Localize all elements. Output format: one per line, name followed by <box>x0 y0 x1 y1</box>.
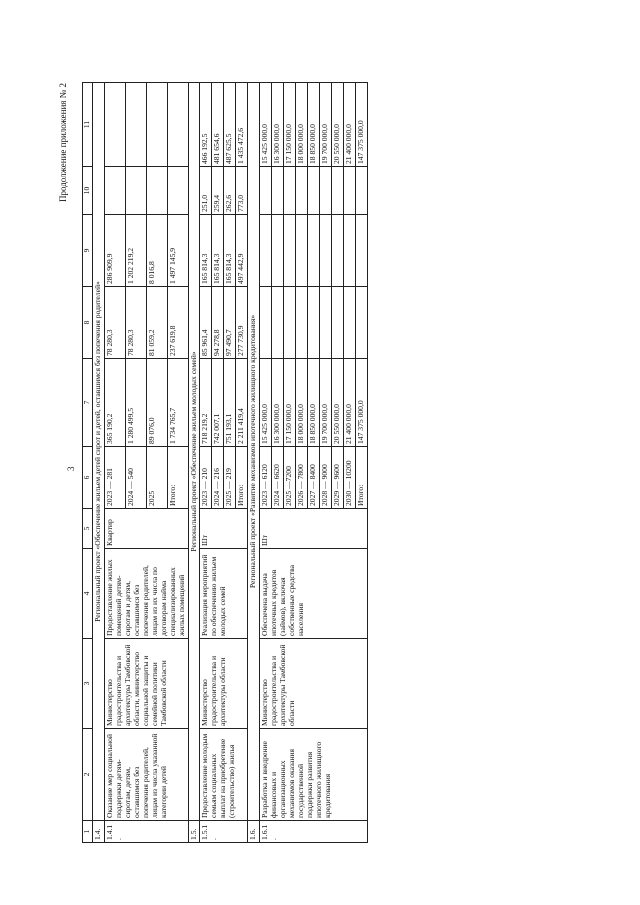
column-number: 9 <box>83 215 93 287</box>
regional-cell <box>355 215 367 287</box>
regional-cell <box>296 215 308 287</box>
total-cell: 2 211 419,4 <box>236 359 248 447</box>
local-cell <box>104 167 125 215</box>
event-name: Разработка и внедрение финансовых и организационных механизмов оказания государственной поддержки развития ипотечного жилищного кредитования <box>260 729 368 821</box>
total-label: Итого: <box>355 447 367 509</box>
total-cell: 718 219,2 <box>200 359 212 447</box>
year-value: 2029 — 9600 <box>331 447 343 509</box>
section-number: 1.6. <box>248 821 260 843</box>
total-cell: 17 150 000,0 <box>284 359 296 447</box>
total-cell: 18 850 000,0 <box>308 359 320 447</box>
table-row <box>260 83 272 843</box>
section-title: Региональный проект «Обеспечение жильем молодых семей» <box>188 83 200 821</box>
other-cell: 466 192,5 <box>200 83 212 167</box>
column-number: 1 <box>83 821 93 843</box>
total-cell: 15 425 000,0 <box>260 359 272 447</box>
other-cell: 147 375 000,0 <box>355 83 367 167</box>
total-cell: 20 550 000,0 <box>331 359 343 447</box>
section-header-row <box>188 83 200 843</box>
item-number: 1.6.1. <box>260 821 368 843</box>
regional-cell <box>320 215 332 287</box>
year-value: 2023 — 210 <box>200 447 212 509</box>
result: Предоставление жилых помещений детям-сиротам и детям, оставшимся без попечения родителей, лицам из их числа по договорам найма специализированных жилых помещений <box>104 549 188 639</box>
regional-cell: 8 016,8 <box>146 215 167 287</box>
regional-cell: 1 202 219,2 <box>125 215 146 287</box>
local-cell <box>284 167 296 215</box>
total-cell: 742 007,1 <box>212 359 224 447</box>
federal-cell <box>320 287 332 359</box>
other-cell <box>146 83 167 167</box>
local-cell <box>272 167 284 215</box>
table-row <box>200 83 212 843</box>
local-cell <box>260 167 272 215</box>
page-number: 3 <box>66 466 76 471</box>
table-body <box>83 83 368 843</box>
federal-cell: 94 278,8 <box>212 287 224 359</box>
regional-cell <box>284 215 296 287</box>
column-number: 10 <box>83 167 93 215</box>
executor: Министерство градостроительства и архитектуры Тамбовской области <box>260 639 368 729</box>
column-number: 7 <box>83 359 93 447</box>
regional-cell: 286 909,9 <box>104 215 125 287</box>
item-number: 1.4.1. <box>104 821 188 843</box>
total-cell: 751 193,1 <box>224 359 236 447</box>
column-number: 3 <box>83 639 93 729</box>
section-number: 1.5. <box>188 821 200 843</box>
federal-cell: 78 280,3 <box>104 287 125 359</box>
unit: Шт <box>260 509 368 549</box>
total-cell: 1 280 499,5 <box>125 359 146 447</box>
local-cell: 251,0 <box>200 167 212 215</box>
column-number-row <box>83 83 93 843</box>
executor: Министерство градостроительства и архитектуры Тамбовской области, министерство социальной защиты и семейной политики Тамбовской области <box>104 639 188 729</box>
column-number: 4 <box>83 549 93 639</box>
local-cell <box>355 167 367 215</box>
section-title: Региональный проект «Обеспечение жильем детей сирот и детей, оставшимся без попечения родителей» <box>93 83 105 821</box>
appendix-label: Продолжение приложения № 2 <box>58 83 68 203</box>
federal-cell: 81 059,2 <box>146 287 167 359</box>
local-cell <box>146 167 167 215</box>
section-number: 1.4. <box>93 821 105 843</box>
other-cell <box>125 83 146 167</box>
other-cell: 487 625,5 <box>224 83 236 167</box>
unit: Квартир <box>104 509 188 549</box>
regional-cell <box>343 215 355 287</box>
year-value: 2026 — 7800 <box>296 447 308 509</box>
result: Реализация мероприятий по обеспечению жильем молодых семей <box>200 549 248 639</box>
other-cell: 15 425 000,0 <box>260 83 272 167</box>
total-label: Итого: <box>167 447 188 509</box>
federal-cell <box>355 287 367 359</box>
total-cell: 19 700 000,0 <box>320 359 332 447</box>
year-value: 2025 —7200 <box>284 447 296 509</box>
rotated-landscape-content <box>58 83 578 843</box>
federal-cell <box>343 287 355 359</box>
federal-cell <box>260 287 272 359</box>
federal-cell: 237 619,8 <box>167 287 188 359</box>
section-header-row <box>248 83 260 843</box>
section-header-row <box>93 83 105 843</box>
total-cell: 89 076,0 <box>146 359 167 447</box>
other-cell: 19 700 000,0 <box>320 83 332 167</box>
column-number: 5 <box>83 509 93 549</box>
other-cell: 17 150 000,0 <box>284 83 296 167</box>
other-cell: 16 300 000,0 <box>272 83 284 167</box>
regional-cell: 1 497 145,9 <box>167 215 188 287</box>
total-label: Итого: <box>236 447 248 509</box>
total-cell: 18 000 000,0 <box>296 359 308 447</box>
total-cell: 21 400 000,0 <box>343 359 355 447</box>
other-cell <box>167 83 188 167</box>
other-cell: 1 435 472,6 <box>236 83 248 167</box>
regional-cell <box>272 215 284 287</box>
year-value: 2028 — 9000 <box>320 447 332 509</box>
local-cell <box>308 167 320 215</box>
federal-cell <box>296 287 308 359</box>
unit: Шт <box>200 509 248 549</box>
federal-cell <box>272 287 284 359</box>
federal-cell: 78 280,3 <box>125 287 146 359</box>
regional-cell: 165 814,3 <box>200 215 212 287</box>
column-number: 8 <box>83 287 93 359</box>
year-value: 2025 <box>146 447 167 509</box>
other-cell: 21 400 000,0 <box>343 83 355 167</box>
regional-cell <box>308 215 320 287</box>
event-name: Предоставление молодым семьям социальных выплат на приобретение (строительство) жилья <box>200 729 248 821</box>
column-number: 2 <box>83 729 93 821</box>
federal-cell: 85 961,4 <box>200 287 212 359</box>
local-cell <box>320 167 332 215</box>
regional-cell: 165 814,3 <box>224 215 236 287</box>
year-value: 2023 — 6120 <box>260 447 272 509</box>
year-value: 2027 — 8400 <box>308 447 320 509</box>
column-number: 11 <box>83 83 93 167</box>
year-value: 2023 — 281 <box>104 447 125 509</box>
federal-cell <box>331 287 343 359</box>
local-cell <box>296 167 308 215</box>
federal-cell: 97 490,7 <box>224 287 236 359</box>
local-cell <box>343 167 355 215</box>
regional-cell: 165 814,3 <box>212 215 224 287</box>
local-cell <box>331 167 343 215</box>
other-cell: 481 654,6 <box>212 83 224 167</box>
regional-cell <box>331 215 343 287</box>
column-number: 6 <box>83 447 93 509</box>
year-value: 2024 — 540 <box>125 447 146 509</box>
local-cell <box>167 167 188 215</box>
other-cell <box>104 83 125 167</box>
total-cell: 147 375 000,0 <box>355 359 367 447</box>
local-cell: 262,6 <box>224 167 236 215</box>
event-name: Оказание мер социальной поддержки детям-сиротам, детям, оставшимся без попечения родителей, лицам из числа указанной категории детей <box>104 729 188 821</box>
local-cell: 773,0 <box>236 167 248 215</box>
federal-cell <box>308 287 320 359</box>
other-cell: 18 850 000,0 <box>308 83 320 167</box>
local-cell <box>125 167 146 215</box>
other-cell: 18 000 000,0 <box>296 83 308 167</box>
year-value: 2024 — 6620 <box>272 447 284 509</box>
regional-cell: 497 442,9 <box>236 215 248 287</box>
year-value: 2030 — 10200 <box>343 447 355 509</box>
table-row <box>104 83 125 843</box>
federal-cell: 277 730,9 <box>236 287 248 359</box>
total-cell: 365 190,2 <box>104 359 125 447</box>
local-cell: 259,4 <box>212 167 224 215</box>
other-cell: 20 550 000,0 <box>331 83 343 167</box>
federal-cell <box>284 287 296 359</box>
regional-cell <box>260 215 272 287</box>
year-value: 2025 — 219 <box>224 447 236 509</box>
item-number: 1.5.1. <box>200 821 248 843</box>
total-cell: 16 300 000,0 <box>272 359 284 447</box>
section-title: Региональный проект «Развитие механизмов ипотечного жилищного кредитования» <box>248 83 260 821</box>
year-value: 2024 — 216 <box>212 447 224 509</box>
program-table <box>82 82 368 843</box>
result: Обеспечена выдача ипотечных кредитов (займов), включая собственные средства населения <box>260 549 368 639</box>
total-cell: 1 734 765,7 <box>167 359 188 447</box>
executor: Министерство градостроительства и архитектуры области <box>200 639 248 729</box>
